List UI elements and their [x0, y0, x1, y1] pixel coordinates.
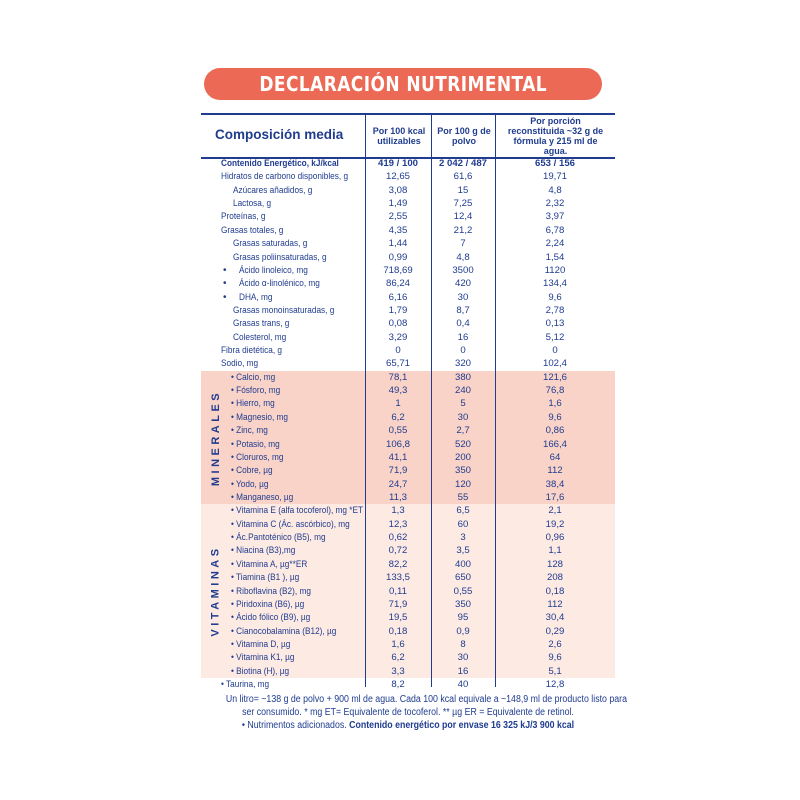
title-banner — [204, 68, 602, 100]
value-per-100-kcal: 0,55 — [388, 425, 408, 437]
row-label: • Ácido fólico (B9), µg — [231, 612, 311, 624]
value-per-portion: 0,29 — [545, 625, 565, 637]
table-row — [201, 611, 615, 624]
value-per-portion: 2,32 — [545, 198, 565, 210]
value-per-100-g: 650 — [454, 572, 471, 584]
row-label: Grasas totales, g — [221, 224, 284, 236]
table-row — [201, 291, 615, 304]
table-row — [201, 397, 615, 410]
row-label: Fibra dietética, g — [221, 345, 283, 357]
value-per-100-kcal: 71,9 — [388, 465, 408, 477]
table-row — [201, 411, 615, 424]
value-per-100-kcal: 12,3 — [388, 518, 408, 530]
nutrition-table — [201, 113, 615, 691]
value-per-100-g: 240 — [454, 385, 471, 397]
value-per-100-kcal: 718,69 — [383, 264, 413, 276]
header-per-100-g-text: Por 100 g de polvo — [437, 126, 491, 146]
value-per-100-kcal: 6,16 — [388, 291, 408, 303]
table-row — [201, 651, 615, 664]
value-per-100-g: 16 — [457, 665, 469, 677]
value-per-100-kcal: 0,72 — [388, 545, 408, 557]
header-composition: Composición media — [215, 127, 344, 142]
row-label: • Manganeso, µg — [231, 491, 294, 503]
table-row — [201, 451, 615, 464]
value-per-100-kcal: 106,8 — [385, 438, 410, 450]
bullet-marker: • — [223, 291, 227, 303]
value-per-100-kcal: 419 / 100 — [377, 158, 418, 169]
value-per-100-g: 61,6 — [453, 171, 473, 183]
table-row — [201, 678, 615, 691]
value-per-100-kcal: 86,24 — [385, 278, 410, 290]
table-row — [201, 224, 615, 237]
value-per-100-g: 0 — [460, 345, 466, 357]
table-row — [201, 304, 615, 317]
value-per-portion: 9,6 — [548, 411, 562, 423]
value-per-portion: 0,96 — [545, 532, 565, 544]
value-per-100-g: 350 — [454, 598, 471, 610]
table-row — [201, 317, 615, 330]
row-label: • Ác.Pantoténico (B5), mg — [231, 532, 326, 544]
value-per-100-kcal: 0,62 — [388, 532, 408, 544]
value-per-100-kcal: 133,5 — [385, 572, 410, 584]
value-per-portion: 12,8 — [545, 679, 565, 691]
page-title: DECLARACIÓN NUTRIMENTAL — [259, 72, 547, 96]
value-per-100-g: 0,55 — [453, 585, 473, 597]
row-label: • Tiamina (B1 ), µg — [231, 572, 300, 584]
table-row — [201, 558, 615, 571]
table-row — [201, 157, 615, 170]
value-per-100-g: 3500 — [452, 264, 474, 276]
value-per-100-g: 30 — [457, 411, 469, 423]
value-per-100-kcal: 1,3 — [391, 505, 405, 517]
value-per-100-g: 60 — [457, 518, 469, 530]
table-row — [201, 184, 615, 197]
row-label: DHA, mg — [239, 291, 273, 303]
value-per-100-g: 0,9 — [456, 625, 470, 637]
value-per-portion: 112 — [547, 598, 563, 610]
value-per-100-g: 520 — [454, 438, 471, 450]
row-label: • Cianocobalamina (B12), µg — [231, 625, 337, 637]
value-per-100-kcal: 3,3 — [391, 665, 405, 677]
row-label: Proteínas, g — [221, 211, 266, 223]
value-per-portion: 64 — [549, 451, 561, 463]
row-label: Ácido α-linolénico, mg — [239, 278, 320, 290]
table-row — [201, 251, 615, 264]
row-label: Grasas poliinsaturadas, g — [233, 251, 327, 263]
value-per-100-kcal: 2,55 — [388, 211, 408, 223]
value-per-portion: 0,18 — [545, 585, 565, 597]
row-label: Lactosa, g — [233, 198, 272, 210]
value-per-portion: 76,8 — [545, 385, 565, 397]
table-row — [201, 424, 615, 437]
footnote-line-1: Un litro= ~138 g de polvo + 900 ml de agua. Cada 100 kcal equivale a ~148,9 ml de producto listo para — [225, 694, 627, 705]
value-per-portion: 112 — [547, 465, 563, 477]
value-per-100-g: 16 — [457, 331, 469, 343]
row-label: • Fósforo, mg — [231, 385, 281, 397]
table-row — [201, 571, 615, 584]
value-per-100-kcal: 3,29 — [388, 331, 408, 343]
value-per-portion: 0 — [552, 345, 558, 357]
value-per-portion: 121,6 — [542, 371, 567, 383]
row-label: • Vitamina D, µg — [231, 638, 291, 650]
value-per-100-kcal: 1,79 — [388, 304, 408, 316]
value-per-100-g: 7 — [460, 238, 466, 250]
footnote-energy-per-pack: Contenido energético por envase 16 325 kJ/3 900 kcal — [349, 720, 575, 731]
value-per-100-kcal: 19,5 — [388, 612, 408, 624]
row-label: • Biotina (H), µg — [231, 665, 290, 677]
value-per-100-kcal: 41,1 — [388, 451, 408, 463]
value-per-portion: 166,4 — [542, 438, 567, 450]
value-per-100-g: 40 — [457, 679, 469, 691]
row-label: • Niacina (B3),mg — [231, 545, 296, 557]
value-per-portion: 1,1 — [548, 545, 562, 557]
value-per-100-g: 400 — [454, 558, 471, 570]
value-per-100-g: 320 — [454, 358, 471, 370]
table-row — [201, 665, 615, 678]
value-per-100-kcal: 1,49 — [388, 198, 408, 210]
value-per-100-g: 4,8 — [456, 251, 470, 263]
minerals-label-text: MINERALES — [210, 389, 222, 486]
value-per-portion: 30,4 — [545, 612, 565, 624]
value-per-100-g: 7,25 — [453, 198, 473, 210]
value-per-100-kcal: 12,65 — [385, 171, 410, 183]
value-per-portion: 2,24 — [545, 238, 565, 250]
value-per-100-kcal: 78,1 — [388, 371, 408, 383]
table-row — [201, 625, 615, 638]
value-per-portion: 5,1 — [548, 665, 562, 677]
value-per-100-g: 95 — [457, 612, 469, 624]
row-label: • Hierro, mg — [231, 398, 275, 410]
header-per-100-g — [431, 115, 496, 157]
row-label: Ácido linoleico, mg — [239, 264, 308, 276]
value-per-100-g: 5 — [460, 398, 466, 410]
value-per-100-kcal: 11,3 — [389, 491, 407, 503]
value-per-100-g: 15 — [457, 184, 469, 196]
value-per-100-kcal: 0,18 — [388, 625, 408, 637]
value-per-100-kcal: 0,99 — [388, 251, 408, 263]
value-per-portion: 208 — [546, 572, 563, 584]
value-per-portion: 6,78 — [545, 224, 565, 236]
value-per-100-kcal: 4,35 — [388, 224, 408, 236]
value-per-100-g: 120 — [454, 478, 471, 490]
row-label: • Vitamina E (alfa tocoferol), mg *ET — [231, 505, 364, 517]
table-row — [201, 210, 615, 223]
value-per-100-kcal: 1 — [395, 398, 401, 410]
value-per-100-kcal: 0 — [395, 345, 401, 357]
value-per-portion: 3,97 — [545, 211, 565, 223]
value-per-portion: 0,13 — [545, 318, 565, 330]
table-row — [201, 438, 615, 451]
bullet-marker: • — [223, 264, 227, 276]
row-label: • Vitamina C (Ác. ascórbico), mg — [231, 518, 350, 530]
value-per-portion: 5,12 — [545, 331, 565, 343]
value-per-100-kcal: 1,44 — [388, 238, 408, 250]
vitamins-label-text: VITAMINAS — [210, 545, 222, 637]
table-row — [201, 237, 615, 250]
row-label: Grasas saturadas, g — [233, 238, 308, 250]
footnotes — [201, 693, 627, 732]
value-per-portion: 19,71 — [542, 171, 567, 183]
table-row — [201, 277, 615, 290]
table-row — [201, 464, 615, 477]
row-label: • Magnesio, mg — [231, 411, 289, 423]
table-row — [201, 357, 615, 370]
value-per-100-kcal: 65,71 — [385, 358, 410, 370]
value-per-portion: 9,6 — [548, 291, 562, 303]
value-per-portion: 1,54 — [545, 251, 565, 263]
row-label: Contenido Energético, kJ/kcal — [221, 158, 339, 169]
header-per-100-kcal-text: Por 100 kcal utilizables — [372, 126, 426, 146]
value-per-portion: 653 / 156 — [534, 158, 575, 169]
value-per-100-kcal: 82,2 — [388, 558, 408, 570]
value-per-100-kcal: 6,2 — [391, 652, 405, 664]
value-per-portion: 19,2 — [545, 518, 565, 530]
row-label: Azúcares añadidos, g — [233, 184, 313, 196]
table-row — [201, 585, 615, 598]
row-label: • Zinc, mg — [231, 425, 268, 437]
value-per-portion: 134,4 — [542, 278, 567, 290]
footnote-line-3 — [226, 719, 590, 732]
value-per-100-kcal: 71,9 — [388, 598, 408, 610]
value-per-100-g: 30 — [457, 291, 469, 303]
value-per-100-g: 8,7 — [456, 304, 470, 316]
table-header — [201, 113, 615, 159]
value-per-100-g: 6,5 — [456, 505, 470, 517]
table-row — [201, 491, 615, 504]
table-row — [201, 197, 615, 210]
table-row — [201, 478, 615, 491]
row-label: Grasas monoinsaturadas, g — [233, 304, 335, 316]
value-per-100-g: 200 — [454, 451, 471, 463]
table-row — [201, 264, 615, 277]
value-per-100-g: 3,5 — [456, 545, 470, 557]
table-row — [201, 331, 615, 344]
row-label: • Calcio, mg — [231, 371, 276, 383]
value-per-100-g: 350 — [454, 465, 471, 477]
value-per-100-g: 55 — [457, 491, 469, 503]
table-row — [201, 638, 615, 651]
row-label: Colesterol, mg — [233, 331, 287, 343]
value-per-100-kcal: 8,2 — [391, 679, 405, 691]
value-per-portion: 2,1 — [548, 505, 562, 517]
row-label: • Vitamina A, µg**ER — [231, 558, 308, 570]
row-label: • Cobre, µg — [231, 465, 273, 477]
header-per-100-kcal — [365, 115, 432, 157]
value-per-100-g: 380 — [454, 371, 471, 383]
bullet-marker: • — [223, 278, 227, 290]
value-per-100-g: 21,2 — [453, 224, 473, 236]
table-row — [201, 518, 615, 531]
row-label: • Riboflavina (B2), mg — [231, 585, 311, 597]
value-per-100-kcal: 49,3 — [388, 385, 408, 397]
row-label: • Yodo, µg — [231, 478, 269, 490]
value-per-portion: 4,8 — [548, 184, 562, 196]
value-per-100-g: 2 042 / 487 — [438, 158, 487, 169]
value-per-portion: 9,6 — [548, 652, 562, 664]
value-per-100-g: 3 — [460, 532, 466, 544]
table-row — [201, 344, 615, 357]
row-label: • Vitamina K1, µg — [231, 652, 295, 664]
value-per-100-g: 2,7 — [456, 425, 470, 437]
value-per-100-kcal: 24,7 — [388, 478, 408, 490]
row-label: Sodio, mg — [221, 358, 259, 370]
table-row — [201, 504, 615, 517]
row-label: • Cloruros, mg — [231, 451, 284, 463]
row-label: Hidratos de carbono disponibles, g — [221, 171, 349, 183]
row-label: Grasas trans, g — [233, 318, 290, 330]
table-row — [201, 371, 615, 384]
row-label: • Piridoxina (B6), µg — [231, 598, 305, 610]
footnote-added-nutrients: • Nutrimentos adicionados. — [241, 720, 347, 731]
value-per-portion: 1,6 — [548, 398, 562, 410]
footnote-line-2: ser consumido. * mg ET= Equivalente de tocoferol. ** µg ER = Equivalente de retinol. — [242, 707, 574, 718]
header-per-portion — [495, 115, 615, 157]
value-per-100-g: 0,4 — [456, 318, 470, 330]
table-row — [201, 598, 615, 611]
value-per-portion: 2,6 — [548, 638, 562, 650]
value-per-portion: 1120 — [544, 264, 566, 276]
value-per-100-g: 420 — [454, 278, 471, 290]
value-per-portion: 2,78 — [545, 304, 565, 316]
value-per-100-kcal: 3,08 — [388, 184, 408, 196]
row-label: • Taurina, mg — [221, 679, 270, 691]
row-label: • Potasio, mg — [231, 438, 280, 450]
table-row — [201, 384, 615, 397]
header-per-portion-text: Por porción reconstituida ~32 g de fórmula y 215 ml de agua. — [507, 116, 604, 156]
value-per-100-g: 12,4 — [453, 211, 473, 223]
table-row — [201, 544, 615, 557]
value-per-100-g: 30 — [457, 652, 469, 664]
value-per-portion: 17,6 — [545, 491, 565, 503]
table-row — [201, 170, 615, 183]
table-row — [201, 531, 615, 544]
value-per-100-kcal: 0,08 — [388, 318, 408, 330]
value-per-portion: 128 — [546, 558, 563, 570]
value-per-100-kcal: 1,6 — [391, 638, 405, 650]
value-per-portion: 102,4 — [542, 358, 567, 370]
value-per-100-kcal: 6,2 — [391, 411, 405, 423]
value-per-100-kcal: 0,11 — [389, 585, 407, 597]
value-per-portion: 0,86 — [545, 425, 565, 437]
value-per-portion: 38,4 — [545, 478, 565, 490]
value-per-100-g: 8 — [460, 638, 466, 650]
table-body — [201, 157, 615, 691]
